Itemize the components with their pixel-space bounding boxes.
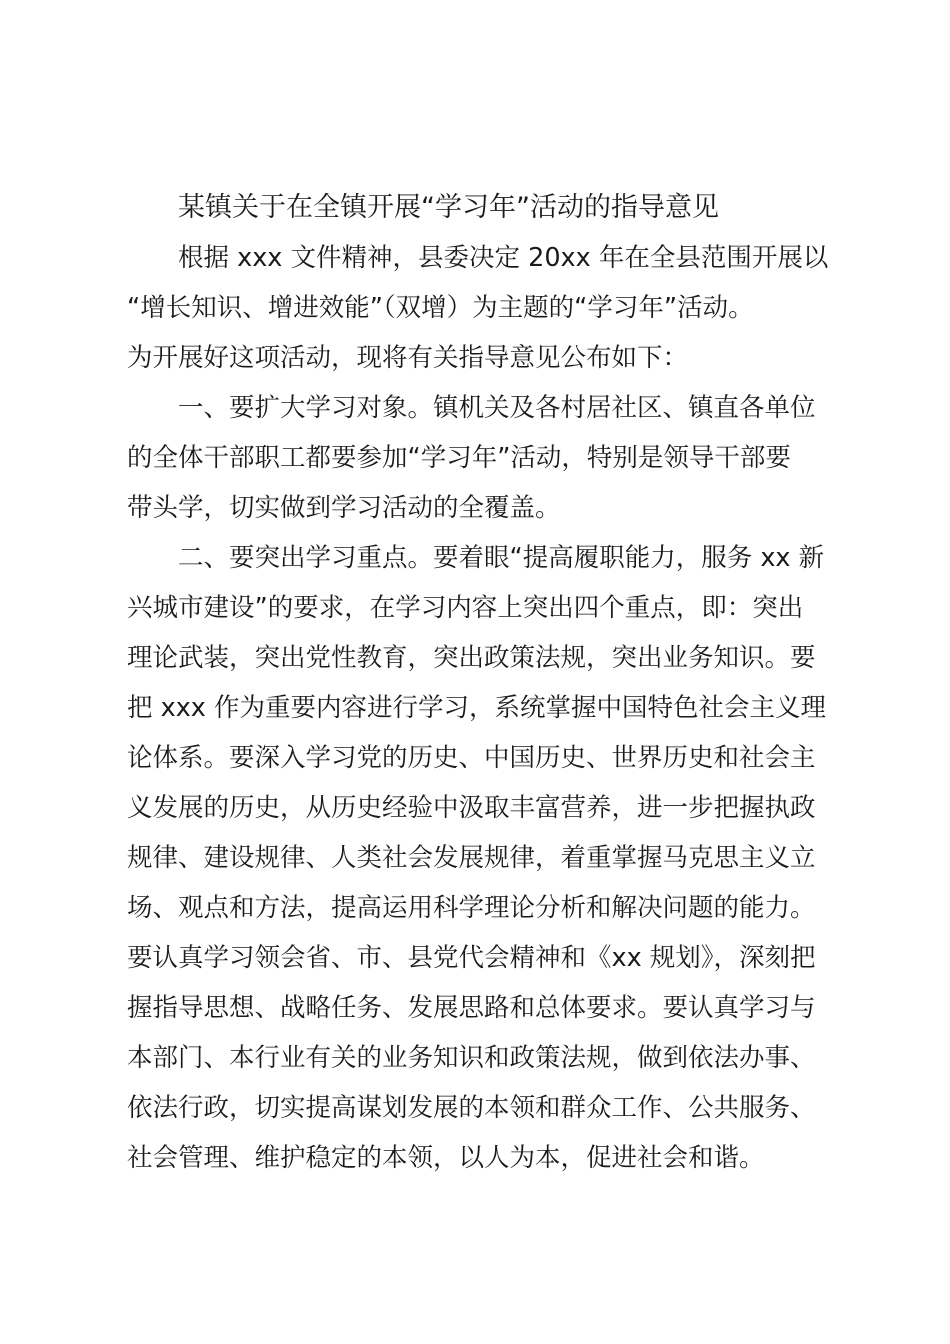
paragraph-3-line-5: 论体系。要深入学习党的历史、中国历史、世界历史和社会主 bbox=[127, 743, 816, 773]
paragraph-3-line-3: 理论武装，突出党性教育，突出政策法规，突出业务知识。要 bbox=[127, 643, 816, 673]
paragraph-2-line-1: 一、要扩大学习对象。镇机关及各村居社区、镇直各单位 bbox=[178, 393, 816, 423]
paragraph-3-line-13: 社会管理、维护稳定的本领，以人为本，促进社会和谐。 bbox=[127, 1143, 765, 1173]
paragraph-3-line-6: 义发展的历史，从历史经验中汲取丰富营养，进一步把握执政 bbox=[127, 793, 816, 823]
paragraph-3-line-8: 场、观点和方法，提高运用科学理论分析和解决问题的能力。 bbox=[127, 893, 816, 923]
paragraph-3-line-4: 把 xxx 作为重要内容进行学习，系统掌握中国特色社会主义理 bbox=[127, 693, 826, 723]
paragraph-3-line-7: 规律、建设规律、人类社会发展规律，着重掌握马克思主义立 bbox=[127, 843, 816, 873]
paragraph-3-line-10: 握指导思想、战略任务、发展思路和总体要求。要认真学习与 bbox=[127, 993, 816, 1023]
paragraph-3-line-11: 本部门、本行业有关的业务知识和政策法规，做到依法办事、 bbox=[127, 1043, 816, 1073]
paragraph-2-line-3: 带头学，切实做到学习活动的全覆盖。 bbox=[127, 493, 561, 523]
paragraph-1-line-2: “增长知识、增进效能”（双增）为主题的“学习年”活动。 bbox=[127, 293, 754, 323]
paragraph-1-line-1: 根据 xxx 文件精神，县委决定 20xx 年在全县范围开展以 bbox=[178, 243, 829, 273]
paragraph-2-line-2: 的全体干部职工都要参加“学习年”活动，特别是领导干部要 bbox=[127, 443, 791, 473]
paragraph-3-line-9: 要认真学习领会省、市、县党代会精神和《xx 规划》，深刻把 bbox=[127, 943, 816, 973]
document-title: 某镇关于在全镇开展“学习年”活动的指导意见 bbox=[178, 192, 719, 223]
paragraph-1-line-3: 为开展好这项活动，现将有关指导意见公布如下： bbox=[127, 343, 689, 373]
paragraph-3-line-1: 二、要突出学习重点。要着眼“提高履职能力，服务 xx 新 bbox=[178, 543, 825, 573]
paragraph-3-line-2: 兴城市建设”的要求，在学习内容上突出四个重点，即：突出 bbox=[127, 593, 804, 623]
paragraph-3-line-12: 依法行政，切实提高谋划发展的本领和群众工作、公共服务、 bbox=[127, 1093, 816, 1123]
